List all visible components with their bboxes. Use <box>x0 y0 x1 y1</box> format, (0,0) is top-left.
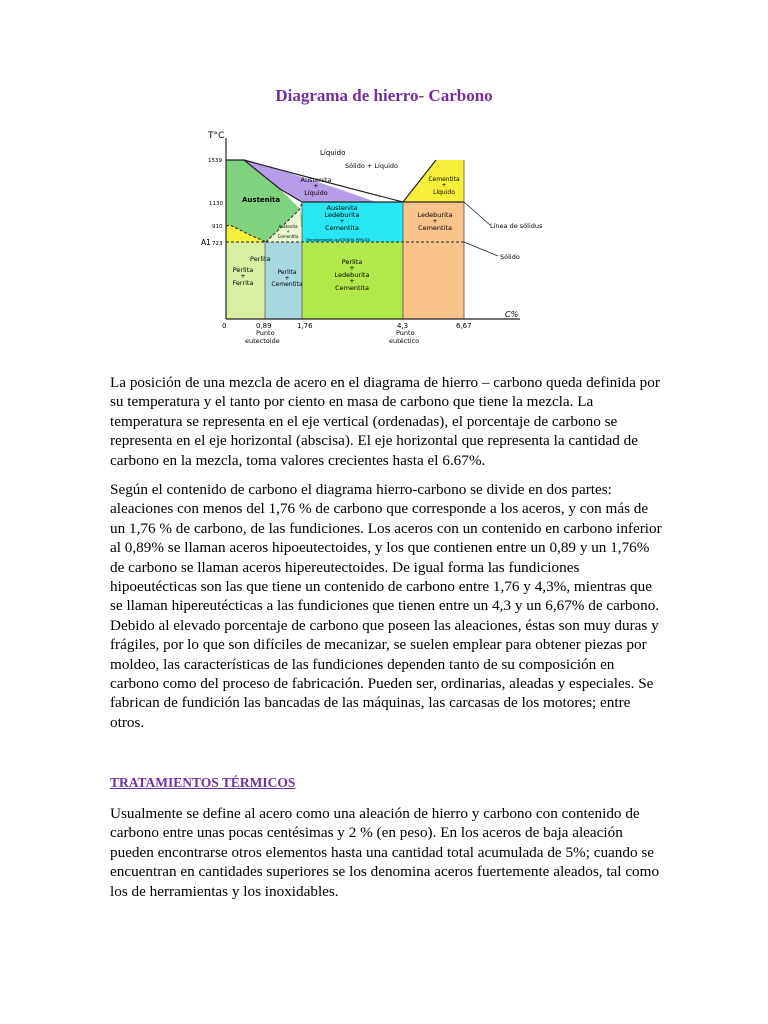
label-liquido: Líquido <box>320 149 346 157</box>
svg-text:Cementita: Cementita <box>277 234 299 239</box>
svg-text:+: + <box>349 264 355 272</box>
punto-eutectico-1: Punto <box>396 329 415 337</box>
svg-text:Ledeburita: Ledeburita <box>324 211 360 219</box>
callout-solidus-line <box>464 202 490 225</box>
svg-text:Austenita: Austenita <box>278 224 298 229</box>
callout-linea-solidus: Línea de sólidus <box>490 222 543 230</box>
y-tick-910: 910 <box>212 224 223 230</box>
svg-text:Ledeburita: Ledeburita <box>417 211 453 219</box>
y-tick-1130: 1130 <box>209 201 223 207</box>
svg-text:+: + <box>284 275 290 282</box>
svg-text:Ledeburita: Ledeburita <box>334 271 370 279</box>
svg-text:Líquido: Líquido <box>304 189 328 197</box>
label-austenita-ledeburita-cementita <box>325 204 360 232</box>
svg-text:Perlita: Perlita <box>232 266 254 274</box>
svg-text:Cementita: Cementita <box>428 176 460 183</box>
callout-solido-line <box>464 242 498 256</box>
label-transformacion: Transformación AUSTENITA PERLITA <box>306 238 371 242</box>
x-tick-667: 6,67 <box>456 322 472 330</box>
axis-y-label: T°C <box>208 131 225 141</box>
callout-solido: Sólido <box>500 253 520 261</box>
svg-text:Austenita: Austenita <box>300 176 332 184</box>
punto-eutectoide-2: eutectoide <box>245 337 280 345</box>
svg-text:+: + <box>349 277 355 285</box>
svg-text:Ferrita: Ferrita <box>232 279 254 287</box>
svg-text:Cementita: Cementita <box>335 284 369 292</box>
svg-text:Líquido: Líquido <box>433 189 455 196</box>
a1-label: A1 <box>201 238 211 247</box>
svg-text:Cementita: Cementita <box>271 281 303 288</box>
y-tick-723: 723 <box>212 241 223 247</box>
punto-eutectoide-1: Punto <box>256 329 275 337</box>
section-heading-tratamientos[interactable]: TRATAMIENTOS TÉRMICOS <box>110 775 296 790</box>
label-perlita: Perlita <box>250 255 271 263</box>
svg-text:+: + <box>313 182 319 190</box>
paragraph-intro: La posición de una mezcla de acero en el diagrama de hierro – carbono queda definida por su temperatura y el tanto por ciento en masa de carbono que tiene la mezcla. La temperatura se representa en el eje vertical (ordenadas), el porcentaje de carbono se representa en el eje horizontal (abscisa). El eje horizontal que representa la cantidad de carbono en la mezcla, toma valores crecientes hasta el 6.67%. <box>110 374 660 469</box>
svg-text:Perlita: Perlita <box>341 258 363 266</box>
y-tick-1539: 1539 <box>208 158 222 164</box>
x-tick-089: 0,89 <box>256 322 272 330</box>
svg-text:+: + <box>339 217 345 225</box>
svg-text:+: + <box>441 182 447 189</box>
x-tick-0: 0 <box>222 322 227 330</box>
x-tick-43: 4,3 <box>397 322 409 330</box>
label-solido-liquido: Sólido + Líquido <box>345 162 398 170</box>
iron-carbon-diagram <box>200 124 570 349</box>
svg-text:Cementita: Cementita <box>325 224 359 232</box>
svg-text:Cementita: Cementita <box>418 224 452 232</box>
axis-x-label: C% <box>505 310 519 319</box>
label-austenita: Austenita <box>242 196 281 204</box>
paragraph-acero: Usualmente se define al acero como una aleación de hierro y carbono con contenido de carbono entre unas pocas centésimas y 2 % (en peso). En los aceros de baja aleación pueden encontrarse otros elementos hasta una cantidad total acumulada de 5%; cuando se encuentran en cantidades superiores se los denomina aceros fuertemente aleados, tal como los de herramientas y los inoxidables. <box>110 805 660 900</box>
document-title: Diagrama de hierro- Carbono <box>275 86 493 105</box>
x-tick-176: 1,76 <box>297 322 313 330</box>
paragraph-division: Según el contenido de carbono el diagrama hierro-carbono se divide en dos partes: aleaciones con menos del 1,76 % de carbono que corresponde a los aceros, y con más de un 1,76 % de carbono, de las fundiciones. Los aceros con un contenido en carbono inferior al 0,89% se llaman aceros hipoeutectoides, y los que contienen entre un 0,89 y un 1,76% de carbono se llaman aceros hipereutectoides. De igual forma las fundiciones hipoeutécticas son las que tiene un contenido de carbono entre 1,76 y 4,3%, mientras que se llaman hipereutécticas a las fundiciones que tienen entre un 4,3 y un 6,67% de carbono. Debido al elevado porcentaje de carbono que poseen las aleaciones, éstas son muy duras y frágiles, por lo que son difíciles de mecanizar, se suelen emplear para obtener piezas por moldeo, las características de las fundiciones dependen tanto de su composición en carbono como del proceso de fabricación. Pueden ser, ordinarias, aleadas y especiales. Se fabrican de fundición las bancadas de las máquinas, las carcasas de los motores; entre otros. <box>110 481 662 731</box>
svg-text:+: + <box>286 229 290 234</box>
svg-text:Austenita: Austenita <box>326 204 358 212</box>
svg-text:+: + <box>432 217 438 225</box>
punto-eutectico-2: eutéctico <box>389 337 420 345</box>
svg-text:+: + <box>240 272 246 280</box>
svg-text:Perlita: Perlita <box>277 269 297 276</box>
